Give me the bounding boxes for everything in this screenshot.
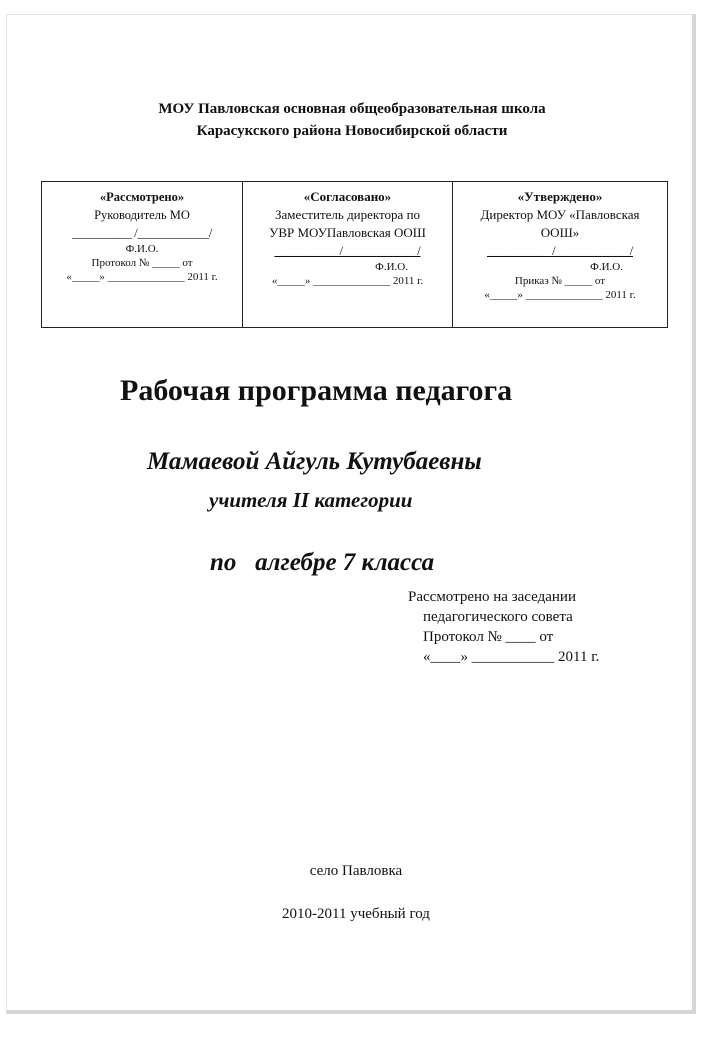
- council-line-2: педагогического совета: [423, 609, 573, 625]
- subject-line: по алгебре 7 класса: [210, 549, 435, 576]
- approved-fio: Ф.И.О.: [590, 261, 623, 273]
- document-title: Рабочая программа педагога: [120, 374, 513, 407]
- agreed-position-line2: УВР МОУПавловская ООШ: [269, 225, 426, 240]
- approved-order: Приказ № _____ от: [514, 275, 606, 287]
- agreed-date: «_____» ______________ 2011 г.: [271, 275, 424, 287]
- reviewed-date: «_____» ______________ 2011 г.: [66, 271, 218, 283]
- agreed-title: «Согласовано»: [303, 189, 392, 204]
- approved-position-line2: ООШ»: [540, 225, 580, 240]
- school-header: [7, 98, 697, 142]
- teacher-category: учителя II категории: [209, 488, 413, 512]
- reviewed-fio: Ф.И.О.: [125, 243, 159, 255]
- school-name: МОУ Павловская основная общеобразовательная школа: [158, 101, 546, 117]
- reviewed-signature-line: __________ /____________/: [71, 226, 213, 240]
- approval-cell-reviewed: [42, 182, 242, 327]
- document-page: [6, 14, 696, 1014]
- agreed-signature-line: __________ /____________/: [274, 243, 421, 258]
- agreed-fio: Ф.И.О.: [375, 261, 408, 273]
- place-name: село Павловка: [309, 863, 403, 879]
- approved-title: «Утверждено»: [517, 189, 603, 204]
- school-district: Карасукского района Новосибирской области: [196, 123, 508, 139]
- council-approval: [408, 587, 599, 667]
- teacher-name: Мамаевой Айгуль Кутубаевны: [147, 448, 482, 475]
- approval-cell-approved: [452, 182, 667, 327]
- council-line-4: «____» ___________ 2011 г.: [423, 649, 600, 665]
- approval-table: [41, 181, 668, 328]
- approval-cell-agreed: [242, 182, 452, 327]
- academic-year: 2010-2011 учебный год: [282, 906, 430, 922]
- council-line-1: Рассмотрено на заседании: [408, 589, 576, 605]
- council-line-3: Протокол № ____ от: [423, 629, 554, 645]
- agreed-position-line1: Заместитель директора по: [274, 207, 421, 222]
- approved-position-line1: Директор МОУ «Павловская: [480, 207, 640, 222]
- approved-date: «_____» ______________ 2011 г.: [484, 289, 636, 301]
- reviewed-protocol: Протокол № _____ от: [91, 257, 193, 269]
- reviewed-title: «Рассмотрено»: [99, 190, 185, 204]
- reviewed-position: Руководитель МО: [94, 208, 190, 222]
- approved-signature-line: __________ /____________/: [487, 243, 633, 258]
